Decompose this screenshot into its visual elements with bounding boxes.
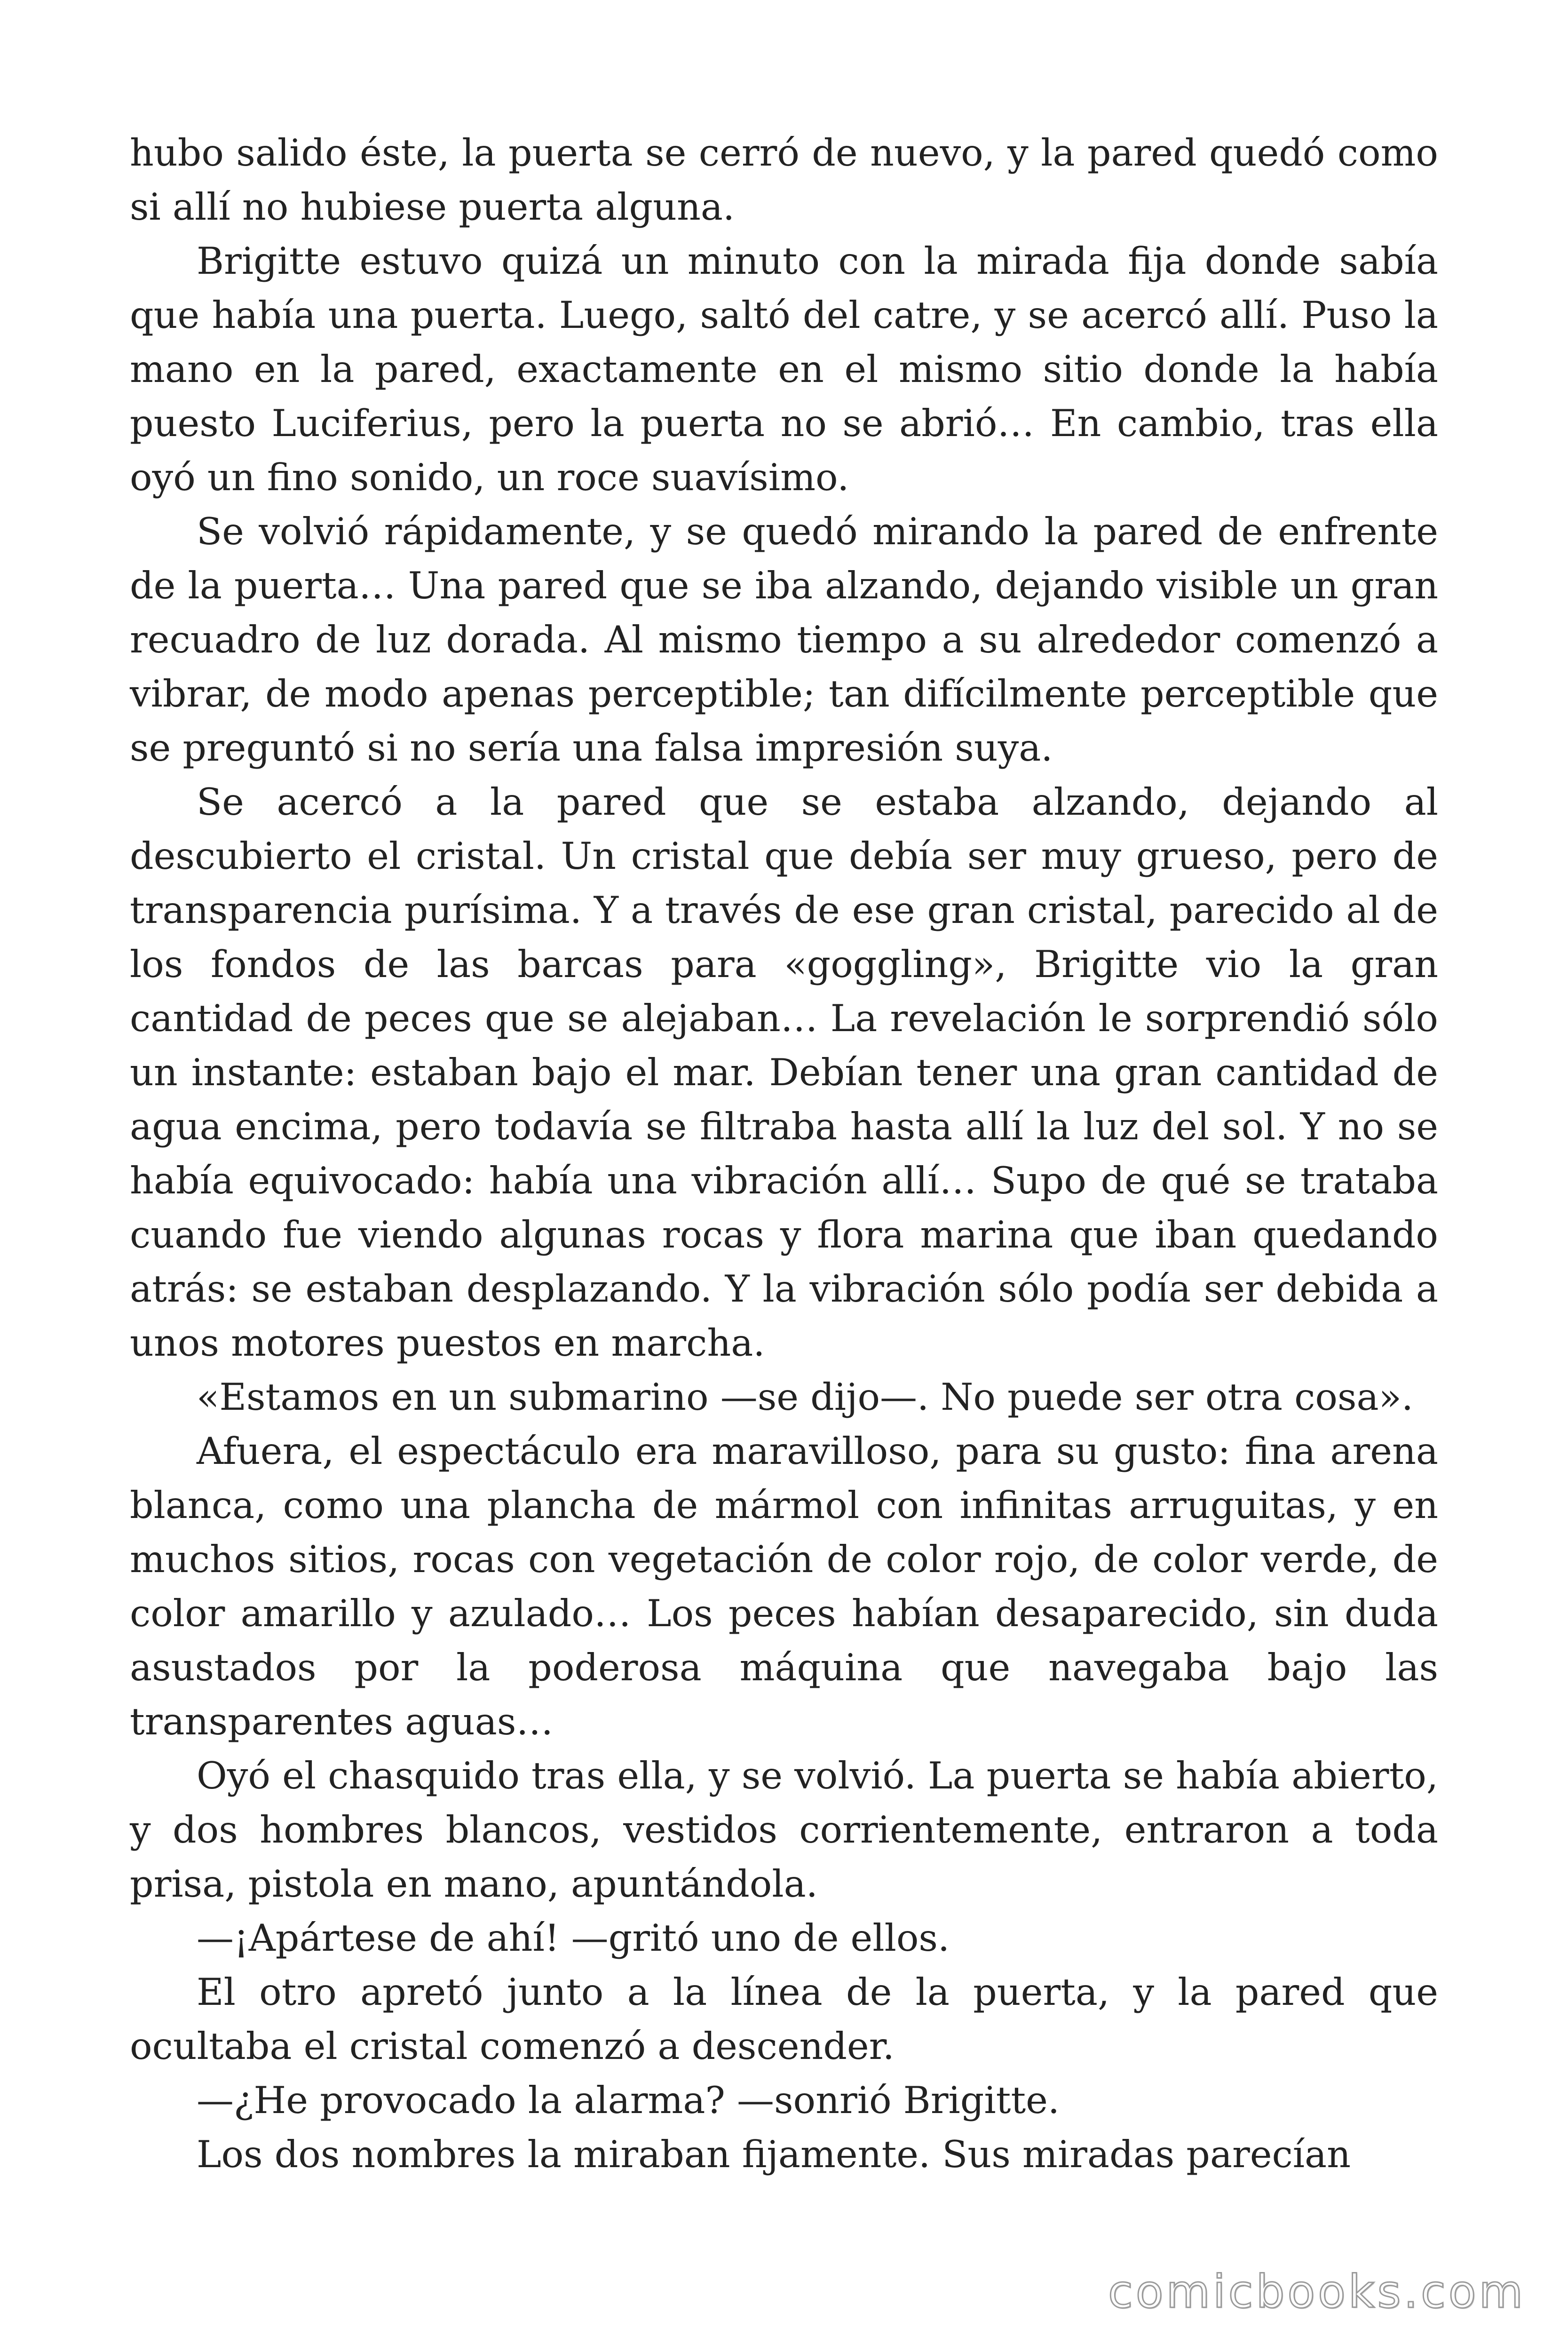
- paragraph: Los dos nombres la miraban fijamente. Sus miradas parecían: [197, 2133, 1351, 2176]
- paragraph: El otro apretó junto a la línea de la puerta, y la pared que ocultaba el cristal comenzó a descender.: [130, 1971, 1438, 2068]
- paragraph: —¡Apártese de ahí! —gritó uno de ellos.: [197, 1916, 950, 1960]
- paragraph: Se acercó a la pared que se estaba alzando, dejando al descubierto el cristal. Un cristal que debía ser muy grueso, pero de transparencia purísima. Y a través de ese gran cristal, parecido al de los fondos de las barcas para «goggling», Brigitte vio la gran cantidad de peces que se alejaban… La revelación le sorprendió sólo un instante: estaban bajo el mar. Debían tener una gran cantidad de agua encima, pero todavía se filtraba hasta allí la luz del sol. Y no se había equivocado: había una vibración allí… Supo de qué se trataba cuando fue viendo algunas rocas y flora marina que iban quedando atrás: se estaban desplazando. Y la vibración sólo podía ser debida a unos motores puestos en marcha.: [130, 780, 1438, 1365]
- paragraph: Afuera, el espectáculo era maravilloso, para su gusto: fina arena blanca, como una plancha de mármol con infinitas arruguitas, y en muchos sitios, rocas con vegetación de color rojo, de color verde, de color amarillo y azulado… Los peces habían desaparecido, sin duda asustados por la poderosa máquina que navegaba bajo las transparentes aguas…: [130, 1430, 1438, 1743]
- paragraph: Oyó el chasquido tras ella, y se volvió. La puerta se había abierto, y dos hombres blancos, vestidos corrientemente, entraron a toda prisa, pistola en mano, apuntándola.: [130, 1754, 1438, 1906]
- paragraph: «Estamos en un submarino —se dijo—. No puede ser otra cosa».: [197, 1375, 1414, 1419]
- paragraph: Brigitte estuvo quizá un minuto con la mirada fija donde sabía que había una puerta. Luego, saltó del catre, y se acercó allí. Puso la mano en la pared, exactamente en el mismo sitio donde la había puesto Luciferius, pero la puerta no se abrió… En cambio, tras ella oyó un fino sonido, un roce suavísimo.: [130, 239, 1438, 499]
- paragraph: —¿He provocado la alarma? —sonrió Brigitte.: [197, 2079, 1060, 2122]
- watermark: comicbooks.com: [1108, 2265, 1526, 2318]
- paragraph: Se volvió rápidamente, y se quedó mirando la pared de enfrente de la puerta… Una pared que se iba alzando, dejando visible un gran recuadro de luz dorada. Al mismo tiempo a su alrededor comenzó a vibrar, de modo apenas perceptible; tan difícilmente perceptible que se preguntó si no sería una falsa impresión suya.: [130, 510, 1438, 770]
- paragraph: hubo salido éste, la puerta se cerró de nuevo, y la pared quedó como si allí no hubiese puerta alguna.: [130, 131, 1438, 229]
- page-body: [130, 126, 1438, 2182]
